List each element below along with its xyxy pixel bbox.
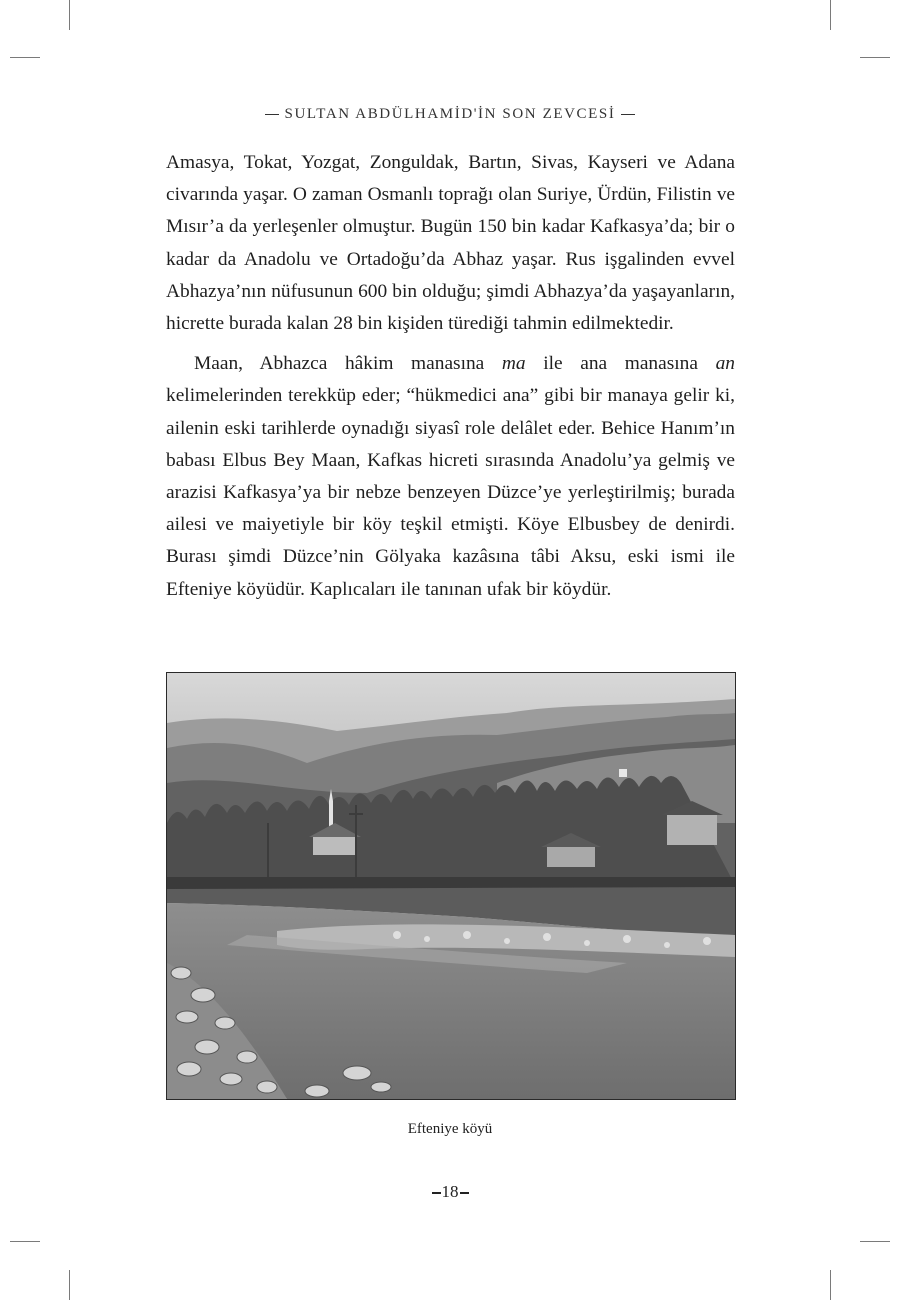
paragraph-2-text: kelimelerinden terekküp eder; “hükmedici ana” gibi bir manaya gelir ki, ailenin eski tarihlerde oynadığı siyasî role delâlet eder. Behice Hanım’ın babası Elbus Bey Maan, Kafkas hicreti sırasında Anadolu’ya gelmiş ve arazisi Kafkasya’ya bir nebze benzeyen Düzce’ye yerleştirilmiş; burada ailesi ve maiyetiyle bir köy teşkil etmişti. Köye Elbusbey de denirdi. Burası şimdi Düzce’nin Gölyaka kazâsına tâbi Aksu, eski ismi ile Efteniye köyüdür. Kaplıcaları ile tanınan ufak bir köydür. [166, 385, 735, 600]
house [619, 769, 627, 777]
house [547, 845, 595, 867]
body-text [166, 147, 735, 606]
figure-caption: Efteniye köyü [407, 1121, 493, 1137]
crop-mark [830, 1270, 831, 1300]
page-number [0, 1182, 900, 1202]
ornament-dash [621, 114, 635, 115]
ornament-dash [432, 1192, 441, 1193]
house [667, 813, 717, 845]
crop-mark [860, 57, 890, 58]
village-photo [166, 672, 736, 1100]
road [167, 877, 735, 889]
crop-mark [10, 57, 40, 58]
crop-mark [69, 0, 70, 30]
landscape-illustration [167, 673, 735, 1099]
paragraph-2-text: Maan, Abhazca hâkim manasına [194, 353, 502, 375]
italic-term-ma: ma [501, 353, 526, 375]
crop-mark [860, 1241, 890, 1242]
ornament-dash [460, 1192, 469, 1193]
page-number-value: 18 [441, 1182, 459, 1201]
running-head-title: SULTAN ABDÜLHAMİD'İN SON ZEVCESİ [284, 106, 616, 122]
crop-mark [69, 1270, 70, 1300]
paragraph-1: Amasya, Tokat, Yozgat, Zonguldak, Bartın, Sivas, Kayseri ve Adana civarında yaşar. O zaman Osmanlı toprağı olan Suriye, Ürdün, Filistin ve Mısır’a da yerleşenler olmuştur. Bugün 150 bin kadar Kafkasya’da; bir o kadar da Anadolu ve Ortadoğu’da Abhaz yaşar. Rus işgalinden evvel Abhazya’nın nüfusunun 600 bin olduğu; şimdi Abhazya’da yaşayanların, hicrette burada kalan 28 bin kişiden türediği tahmin edilmektedir. [166, 152, 735, 335]
running-head [0, 106, 900, 123]
crop-mark [830, 0, 831, 30]
crop-mark [10, 1241, 40, 1242]
paragraph-2 [166, 348, 735, 606]
paragraph-2-text: ile ana manasına [525, 353, 716, 375]
house [313, 835, 357, 855]
ornament-dash [265, 114, 279, 115]
italic-term-an: an [715, 353, 735, 375]
